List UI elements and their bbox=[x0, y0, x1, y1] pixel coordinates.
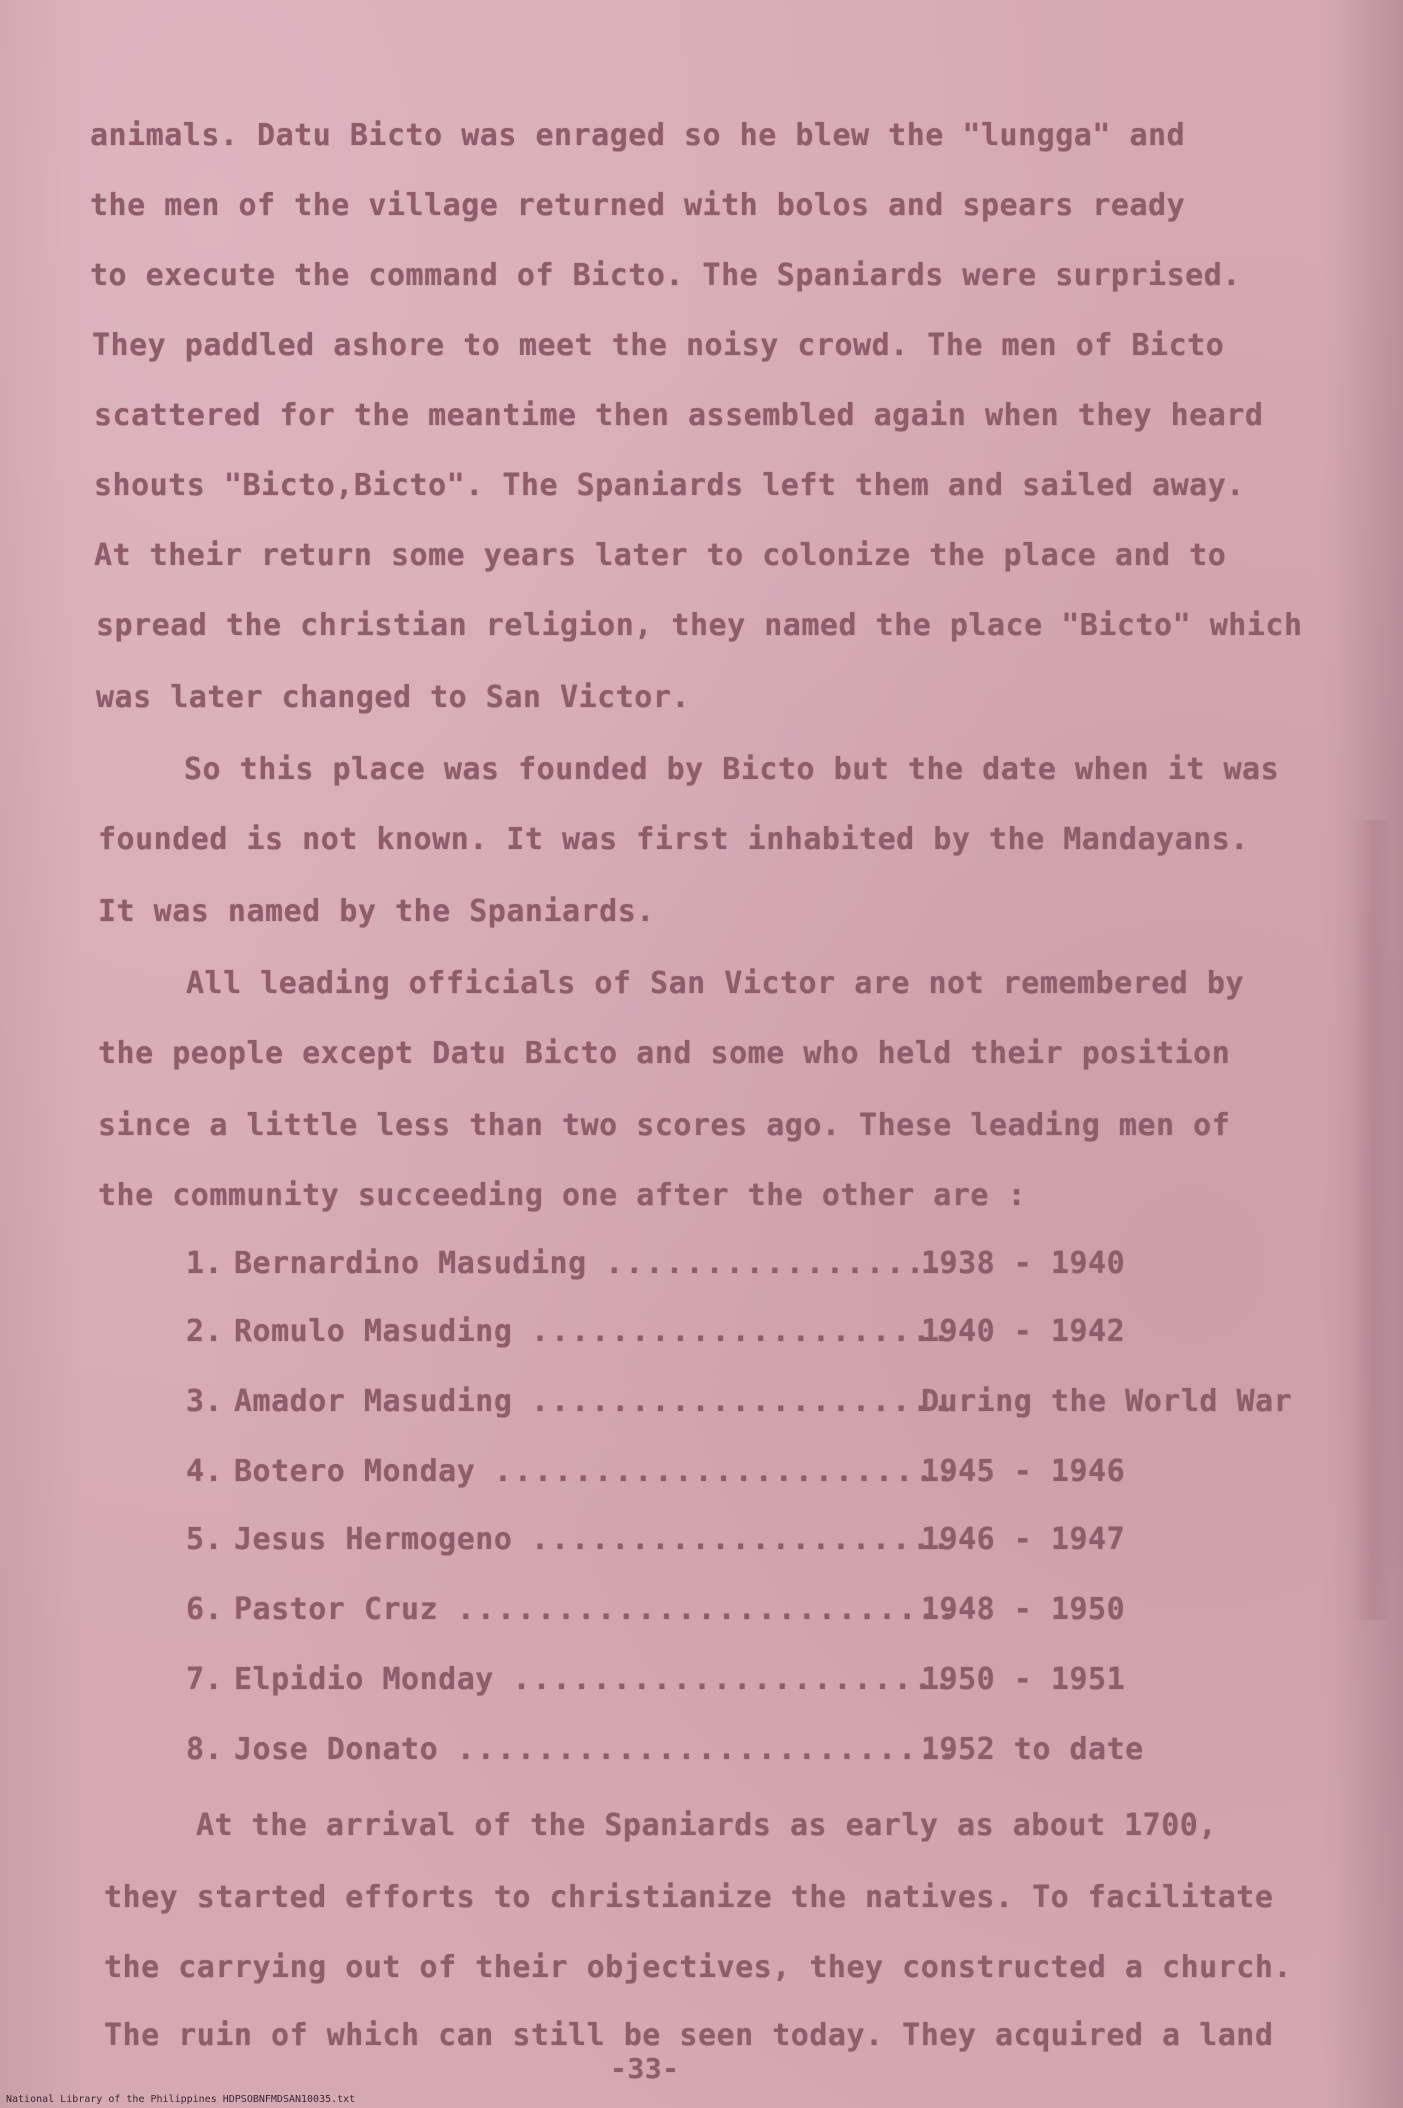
item-number: 3. bbox=[186, 1384, 224, 1419]
text-line: At the arrival of the Spaniards as early as about 1700, bbox=[196, 1808, 1217, 1843]
term-period: 1948 - 1950 bbox=[921, 1592, 1126, 1627]
term-period: 1940 - 1942 bbox=[921, 1314, 1126, 1349]
official-name: Botero Monday bbox=[234, 1454, 476, 1489]
text-line: was later changed to San Victor. bbox=[96, 680, 690, 715]
official-name: Amador Masuding bbox=[234, 1384, 513, 1419]
official-name: Jose Donato bbox=[234, 1732, 439, 1767]
official-name: Romulo Masuding bbox=[234, 1314, 513, 1349]
item-number: 6. bbox=[186, 1592, 224, 1627]
text-line: All leading officials of San Victor are not remembered by bbox=[186, 966, 1245, 1001]
term-period: 1952 to date bbox=[921, 1732, 1144, 1767]
leader-dots: ......................... bbox=[456, 1732, 959, 1767]
term-period: During the World War bbox=[921, 1384, 1293, 1419]
text-line: they started efforts to christianize the natives. To facilitate bbox=[104, 1880, 1274, 1915]
text-line: founded is not known. It was first inhabited by the Mandayans. bbox=[98, 822, 1249, 857]
item-number: 4. bbox=[186, 1454, 224, 1489]
list-item bbox=[186, 1246, 1126, 1281]
list-item bbox=[186, 1522, 1126, 1557]
official-name: Bernardino Masuding bbox=[234, 1246, 587, 1281]
leader-dots: ..................... bbox=[531, 1314, 953, 1349]
page-number: -33- bbox=[610, 2052, 680, 2085]
text-line: the carrying out of their objectives, they constructed a church. bbox=[104, 1950, 1292, 1985]
term-period: 1938 - 1940 bbox=[921, 1246, 1126, 1281]
item-number: 8. bbox=[186, 1732, 224, 1767]
term-period: 1945 - 1946 bbox=[921, 1454, 1126, 1489]
list-item bbox=[186, 1454, 1126, 1489]
leader-dots: ................. bbox=[605, 1246, 947, 1281]
text-line: It was named by the Spaniards. bbox=[98, 894, 655, 929]
leader-dots: ..................... bbox=[531, 1384, 953, 1419]
leader-dots: ......................... bbox=[456, 1592, 959, 1627]
text-line: the men of the village returned with bolos and spears ready bbox=[90, 188, 1186, 223]
text-line: shouts "Bicto,Bicto". The Spaniards left them and sailed away. bbox=[94, 468, 1245, 503]
leader-dots: ....................... bbox=[493, 1454, 956, 1489]
text-line: So this place was founded by Bicto but the date when it was bbox=[184, 752, 1280, 787]
item-number: 7. bbox=[186, 1662, 224, 1697]
text-line: The ruin of which can still be seen today. They acquired a land bbox=[104, 2018, 1274, 2053]
official-name: Pastor Cruz bbox=[234, 1592, 439, 1627]
text-line: the community succeeding one after the other are : bbox=[98, 1178, 1027, 1213]
text-line: scattered for the meantime then assembled again when they heard bbox=[94, 398, 1264, 433]
item-number: 2. bbox=[186, 1314, 224, 1349]
list-item bbox=[186, 1732, 1144, 1767]
leader-dots: ..................... bbox=[531, 1522, 953, 1557]
official-name: Elpidio Monday bbox=[234, 1662, 494, 1697]
text-line: since a little less than two scores ago. These leading men of bbox=[98, 1108, 1231, 1143]
list-item bbox=[186, 1384, 1293, 1419]
list-item bbox=[186, 1314, 1126, 1349]
text-line: to execute the command of Bicto. The Spaniards were surprised. bbox=[90, 258, 1241, 293]
text-line: animals. Datu Bicto was enraged so he blew the "lungga" and bbox=[90, 118, 1186, 153]
text-line: spread the christian religion, they named the place "Bicto" which bbox=[96, 608, 1303, 643]
term-period: 1950 - 1951 bbox=[921, 1662, 1126, 1697]
list-item bbox=[186, 1592, 1126, 1627]
official-name: Jesus Hermogeno bbox=[234, 1522, 513, 1557]
term-period: 1946 - 1947 bbox=[921, 1522, 1126, 1557]
text-line: the people except Datu Bicto and some who held their position bbox=[98, 1036, 1231, 1071]
leader-dots: ...................... bbox=[512, 1662, 954, 1697]
item-number: 1. bbox=[186, 1246, 224, 1281]
list-item bbox=[186, 1662, 1126, 1697]
text-line: They paddled ashore to meet the noisy crowd. The men of Bicto bbox=[92, 328, 1225, 363]
item-number: 5. bbox=[186, 1522, 224, 1557]
archive-footer: National Library of the Philippines HDPSOBNFMDSAN10035.txt bbox=[6, 2094, 356, 2105]
text-line: At their return some years later to colonize the place and to bbox=[94, 538, 1227, 573]
